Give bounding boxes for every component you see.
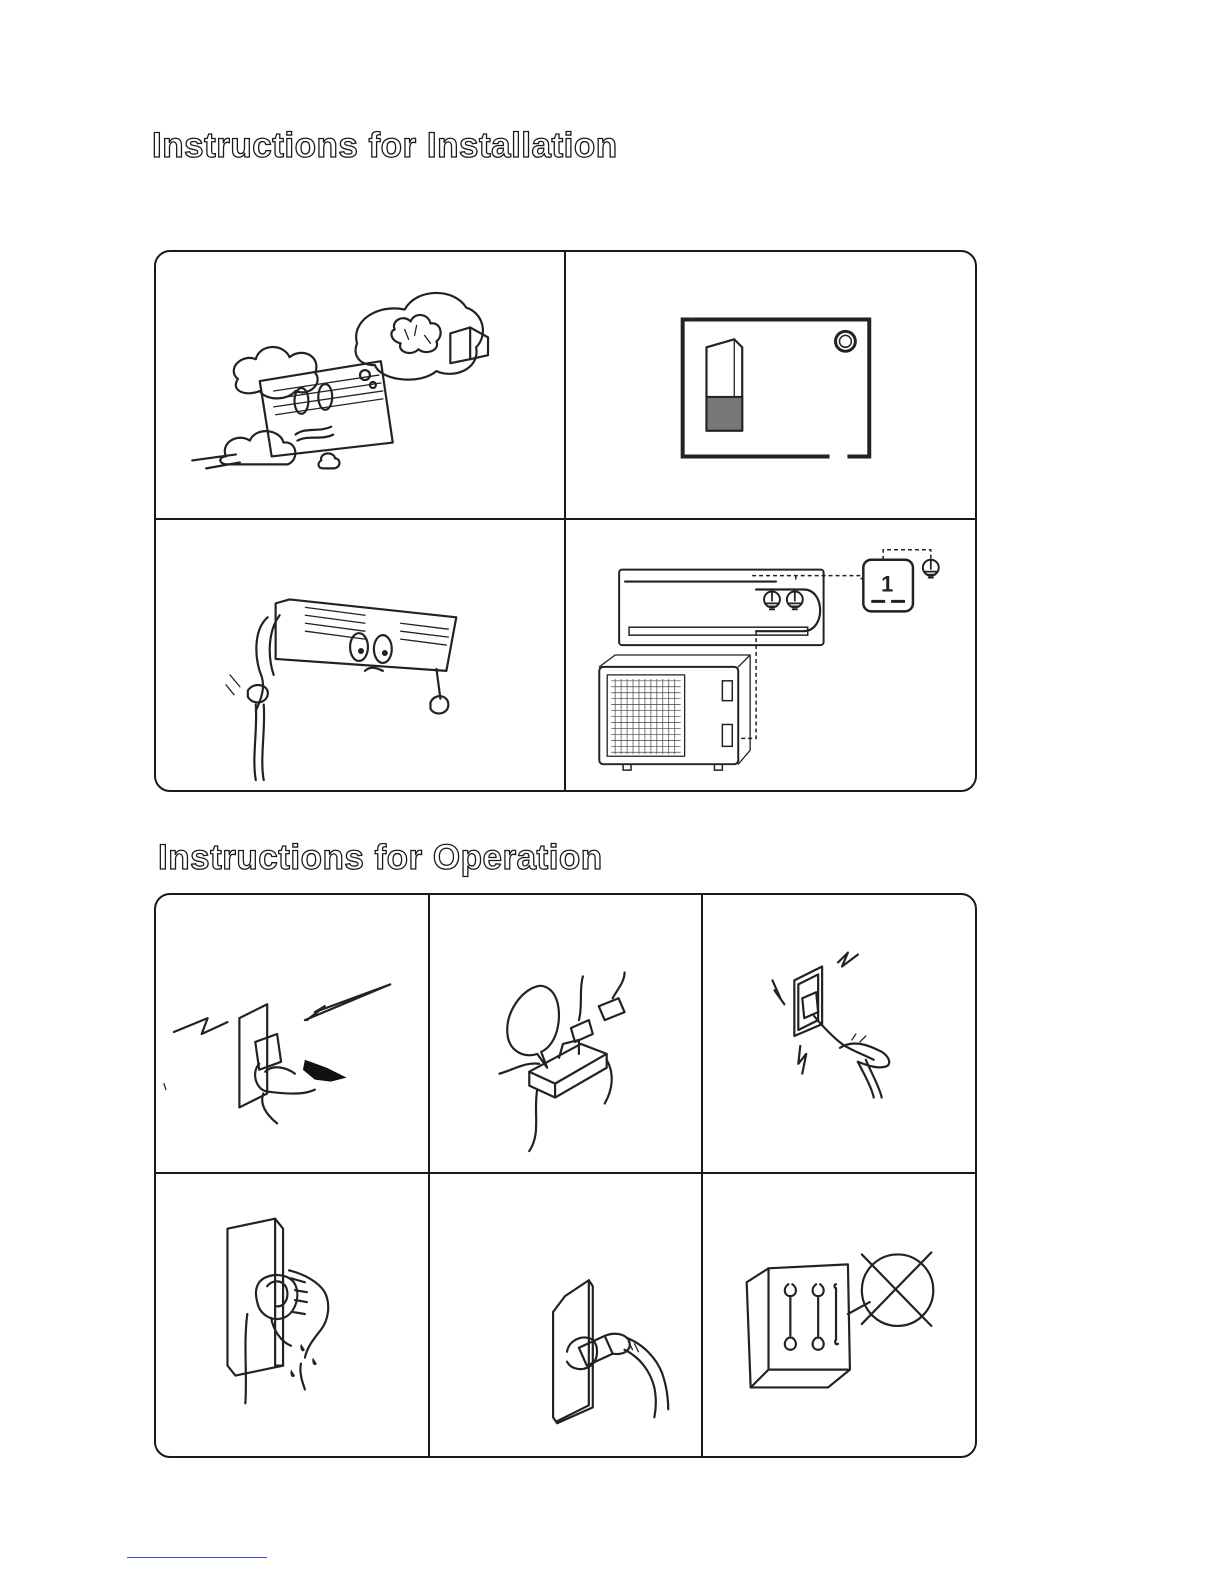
install-cell-cable: [156, 520, 566, 790]
install-cell-grounding: [566, 520, 975, 790]
installation-panel: [154, 250, 977, 792]
install-cell-breaker: [566, 252, 975, 520]
operation-panel: [154, 893, 977, 1458]
oper-cell-cord: [703, 895, 975, 1174]
damaged-cord-icon: [703, 895, 975, 1172]
grounding-diagram-icon: [566, 520, 975, 790]
plug-in-socket-icon: [430, 1174, 701, 1456]
footer-rule: [127, 1557, 267, 1558]
overloaded-power-strip-icon: [430, 895, 701, 1172]
oper-cell-wethand: [156, 1174, 430, 1456]
modified-socket-icon: [703, 1174, 975, 1456]
oper-cell-shock: [156, 895, 430, 1174]
ac-unit-cable-icon: [156, 520, 564, 790]
installation-heading: Instructions for Installation: [152, 126, 618, 165]
oper-cell-modified: [703, 1174, 975, 1456]
shock-plug-icon: [156, 895, 428, 1172]
oper-cell-strip: [430, 895, 703, 1174]
operation-heading: Instructions for Operation: [158, 838, 603, 877]
wet-hand-plug-icon: [156, 1174, 428, 1456]
circuit-breaker-icon: [566, 252, 975, 518]
switch-label: 1: [881, 571, 894, 597]
install-cell-smoke: [156, 252, 566, 520]
oper-cell-socket: [430, 1174, 703, 1456]
smoke-explosion-icon: [156, 252, 564, 518]
